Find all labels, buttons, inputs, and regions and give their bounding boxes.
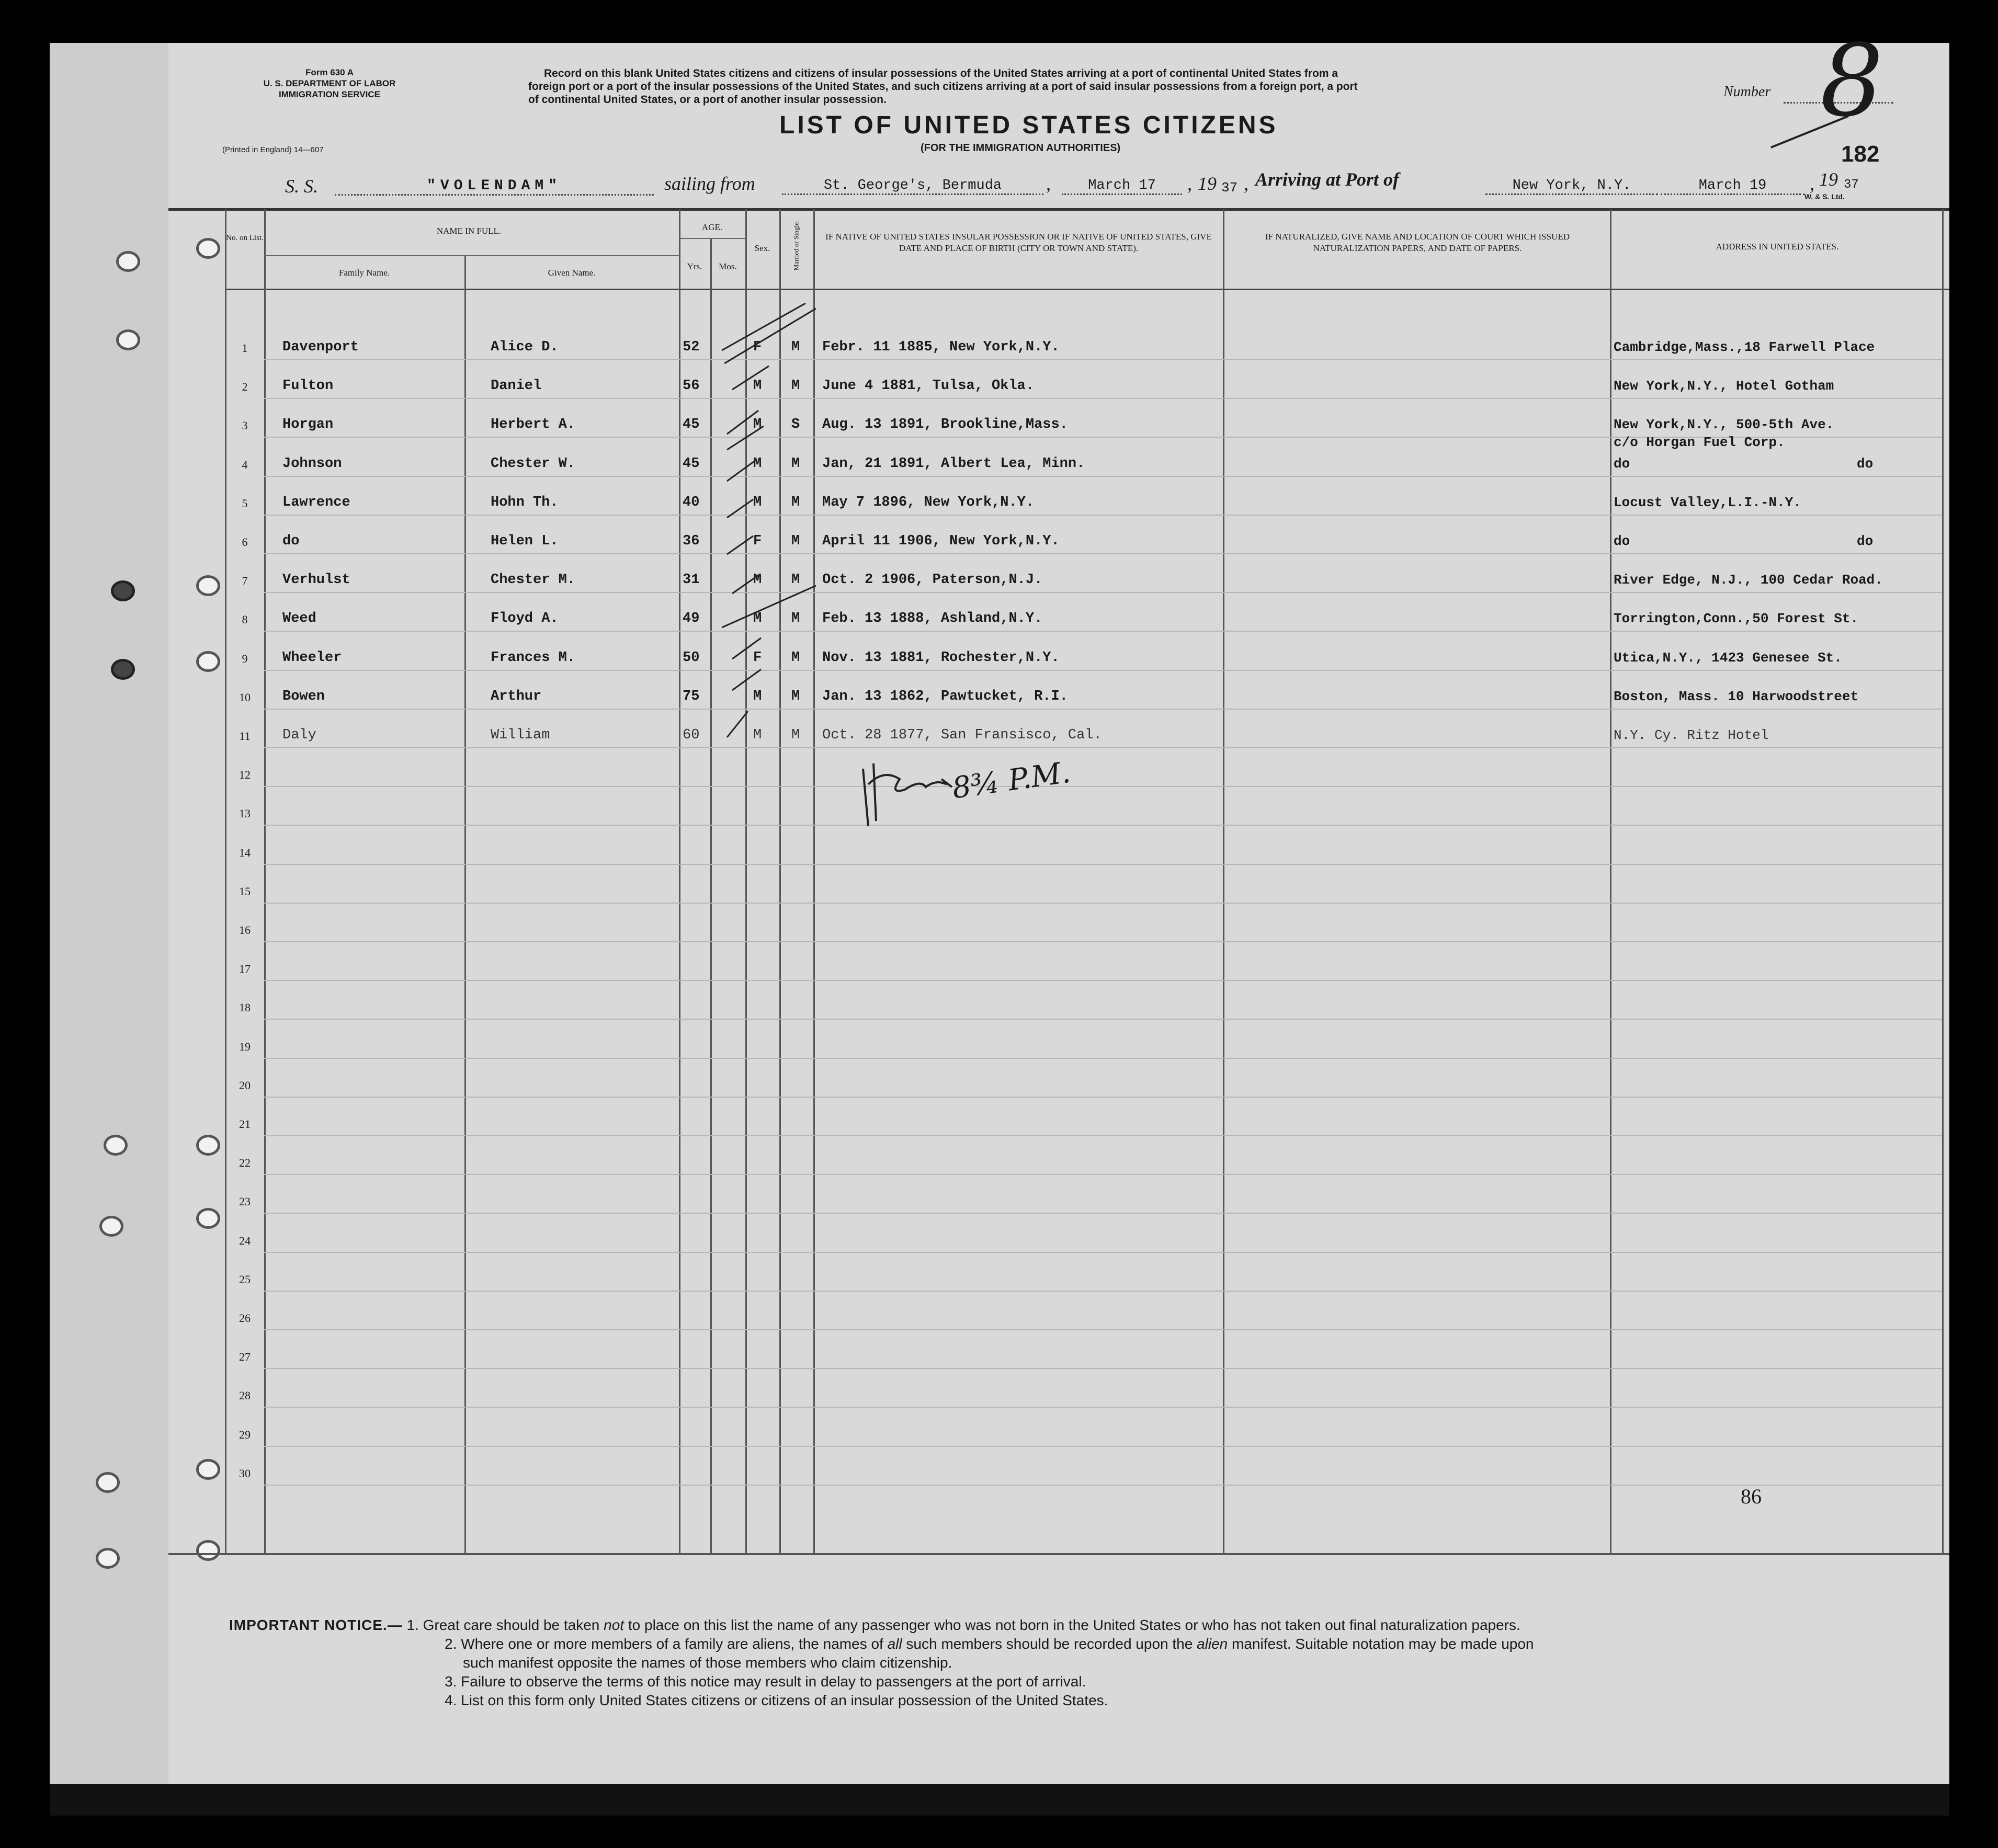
- sailing-from-label: sailing from: [664, 173, 755, 194]
- age-cell: 75: [683, 689, 700, 704]
- record-line: Record on this blank United States citizens and citizens of insular possessions of the United States arriving at a port of continental United States from a: [544, 67, 1338, 79]
- row-number: 5: [242, 497, 248, 510]
- row-rule: [264, 941, 1942, 942]
- page-number: 86: [1741, 1485, 1762, 1508]
- family-name-cell: Horgan: [282, 417, 334, 432]
- check-mark: [722, 303, 805, 350]
- row-rule: [264, 903, 1942, 904]
- given-name-cell: Hohn Th.: [491, 495, 559, 510]
- row-rule: [264, 1329, 1942, 1330]
- number-label: Number: [1723, 84, 1771, 100]
- birth-cell: June 4 1881, Tulsa, Okla.: [822, 378, 1035, 394]
- row-number: 6: [242, 535, 248, 549]
- row-number: 2: [242, 380, 248, 393]
- notice-text: manifest. Suitable notation may be made upon: [1228, 1636, 1534, 1652]
- record-line: foreign port or a port of the insular possessions of the United States, and such citizens arriving at a port of said insular possessions from a foreign port, a port: [528, 81, 1358, 93]
- notice-item: [445, 1672, 1086, 1691]
- row-number: 10: [239, 691, 251, 704]
- address-cell: New York,N.Y., 500-5th Ave.: [1614, 417, 1834, 432]
- header-divider: [679, 238, 746, 239]
- row-rule: [264, 1291, 1942, 1292]
- row-number: 12: [239, 768, 251, 781]
- department: U. S. DEPARTMENT OF LABOR: [263, 78, 396, 88]
- family-name-cell: Johnson: [282, 456, 342, 472]
- punch-hole: [111, 659, 135, 680]
- sex-cell: M: [753, 611, 762, 626]
- row-number: 14: [239, 846, 251, 859]
- binding-strip: [50, 43, 168, 1784]
- notice-text: Failure to observe the terms of this notice may result in delay to passengers at the port of arrival.: [461, 1673, 1086, 1690]
- row-number: 25: [239, 1273, 251, 1286]
- header-name-in-full: NAME IN FULL.: [436, 226, 502, 236]
- age-cell: 36: [683, 533, 700, 549]
- birth-cell: Aug. 13 1891, Brookline,Mass.: [822, 417, 1068, 432]
- family-name-cell: Daly: [282, 727, 316, 743]
- punch-hole: [196, 1459, 220, 1480]
- notice-heading: IMPORTANT NOTICE.—: [229, 1617, 403, 1633]
- notice-item: [445, 1635, 1946, 1653]
- sex-cell: M: [753, 495, 762, 510]
- row-rule: [264, 1407, 1942, 1408]
- row-rule: [264, 864, 1942, 865]
- birth-cell: Oct. 28 1877, San Fransisco, Cal.: [822, 727, 1102, 743]
- birth-cell: Febr. 11 1885, New York,N.Y.: [822, 339, 1060, 355]
- important-notice: [229, 1616, 1945, 1635]
- form-block: [220, 67, 439, 100]
- arrival-date-text: March 19: [1698, 178, 1767, 193]
- arrival-year: 37: [1844, 178, 1859, 192]
- arrival-port: [1485, 178, 1658, 195]
- sep: ,: [1810, 173, 1814, 194]
- sail-date: [1062, 178, 1182, 195]
- row-rule: [264, 476, 1942, 477]
- marital-status-cell: M: [791, 689, 800, 704]
- age-cell: 40: [683, 495, 700, 510]
- row-number: 16: [239, 923, 251, 937]
- row-number: 4: [242, 458, 248, 471]
- column-rule: [464, 256, 466, 1553]
- punch-hole: [116, 251, 140, 272]
- punch-hole: [96, 1472, 120, 1493]
- sex-cell: F: [753, 339, 762, 355]
- row-rule: [264, 980, 1942, 981]
- age-cell: 31: [683, 572, 700, 588]
- table-bottom-border: [168, 1553, 1949, 1555]
- printer-mark: W. & S. Ltd.: [1804, 192, 1845, 201]
- row-number: 28: [239, 1389, 251, 1402]
- notice-num: 4.: [445, 1692, 457, 1708]
- family-name-cell: do: [282, 533, 300, 549]
- row-number: 19: [239, 1040, 251, 1053]
- from-port-text: St. George's, Bermuda: [823, 178, 1002, 193]
- sex-cell: M: [753, 689, 762, 704]
- marital-status-cell: M: [791, 611, 800, 626]
- birth-cell: Oct. 2 1906, Paterson,N.J.: [822, 572, 1043, 588]
- row-rule: [264, 1446, 1942, 1447]
- family-name-cell: Fulton: [282, 378, 334, 394]
- row-rule: [264, 515, 1942, 516]
- birth-cell: April 11 1906, New York,N.Y.: [822, 533, 1060, 549]
- check-mark: [727, 536, 753, 554]
- sex-cell: M: [753, 727, 762, 743]
- year-prefix: 19: [1819, 169, 1838, 190]
- address-cell: Cambridge,Mass.,18 Farwell Place: [1614, 339, 1875, 355]
- sep: ,: [1046, 173, 1051, 194]
- notice-text: Where one or more members of a family are aliens, the names of: [461, 1636, 888, 1652]
- check-strokes: [722, 303, 816, 737]
- address-line2-cell: c/o Horgan Fuel Corp.: [1614, 435, 1785, 450]
- row-number: 11: [239, 729, 251, 743]
- row-number: 20: [239, 1079, 251, 1092]
- address-cell: do: [1614, 533, 1630, 549]
- address-ditto-cell: do: [1857, 533, 1874, 549]
- family-name-cell: Verhulst: [282, 572, 350, 588]
- notice-text: List on this form only United States citizens or citizens of an insular possession of the United States.: [461, 1692, 1108, 1708]
- row-rule: [264, 709, 1942, 710]
- service: IMMIGRATION SERVICE: [279, 89, 380, 99]
- marital-status-cell: M: [791, 650, 800, 666]
- age-cell: 49: [683, 611, 700, 626]
- row-rule: [264, 631, 1942, 632]
- punch-hole: [196, 1208, 220, 1229]
- age-cell: 45: [683, 456, 700, 472]
- manifest-sheet: [168, 43, 1949, 1784]
- ship-name-text: "VOLENDAM": [426, 178, 562, 194]
- handwritten-time: 8¾ P.M.: [950, 755, 1073, 806]
- row-number: 24: [239, 1234, 251, 1247]
- row-number: 29: [239, 1428, 251, 1441]
- check-mark: [727, 711, 748, 737]
- sex-cell: M: [753, 456, 762, 472]
- given-name-cell: Frances M.: [491, 650, 576, 666]
- address-ditto-cell: do: [1857, 456, 1874, 472]
- given-name-cell: Chester W.: [491, 456, 576, 472]
- header-yrs: Yrs.: [687, 261, 702, 271]
- header-family-name: Family Name.: [338, 268, 390, 278]
- punch-hole: [104, 1135, 128, 1156]
- row-number: 17: [239, 962, 251, 975]
- age-cell: 60: [683, 727, 700, 743]
- row-number: 3: [242, 419, 248, 432]
- row-rule: [264, 1097, 1942, 1098]
- check-mark: [724, 309, 816, 363]
- address-cell: Utica,N.Y., 1423 Genesee St.: [1614, 650, 1842, 666]
- given-name-cell: Herbert A.: [491, 417, 576, 432]
- row-rule: [264, 553, 1942, 554]
- notice-item: [445, 1691, 1108, 1710]
- given-name-cell: Arthur: [491, 689, 542, 704]
- header-address: ADDRESS IN UNITED STATES.: [1716, 242, 1839, 252]
- row-rule: [264, 359, 1942, 360]
- row-rule: [264, 1174, 1942, 1175]
- arrival-date: [1661, 178, 1804, 195]
- address-cell: do: [1614, 456, 1630, 472]
- family-name-cell: Bowen: [282, 689, 325, 704]
- given-name-cell: Floyd A.: [491, 611, 559, 626]
- check-mark: [732, 669, 761, 690]
- given-name-cell: Alice D.: [491, 339, 559, 355]
- column-rule: [1942, 209, 1944, 1554]
- notice-num: 2.: [445, 1636, 457, 1652]
- column-rule: [264, 209, 266, 1554]
- header-no-on-list: No. on List.: [226, 234, 264, 242]
- punch-hole: [196, 1540, 220, 1561]
- given-name-cell: William: [491, 727, 550, 743]
- marital-status-cell: M: [791, 456, 800, 472]
- sex-cell: M: [753, 572, 762, 588]
- row-number: 21: [239, 1117, 251, 1131]
- check-mark: [732, 366, 769, 390]
- table-top-border: [168, 208, 1949, 211]
- row-number: 27: [239, 1350, 251, 1363]
- family-name-cell: Weed: [282, 611, 316, 626]
- sex-cell: M: [753, 417, 762, 432]
- row-rule: [264, 592, 1942, 593]
- check-mark: [732, 638, 761, 659]
- notice-continuation: such manifest opposite the names of those members who claim citizenship.: [463, 1655, 952, 1671]
- row-rule: [264, 1135, 1942, 1136]
- row-rule: [264, 1213, 1942, 1214]
- sail-date-text: March 17: [1088, 178, 1156, 193]
- row-rule: [264, 1485, 1942, 1486]
- header-bottom-rule: [225, 289, 1949, 290]
- printed-note: (Printed in England) 14—607: [222, 145, 324, 154]
- birth-cell: Jan, 21 1891, Albert Lea, Minn.: [822, 456, 1085, 472]
- row-number: 15: [239, 885, 251, 898]
- punch-hole: [196, 575, 220, 596]
- notice-text: Great care should be taken: [423, 1617, 604, 1633]
- page-shadow: [50, 1784, 1949, 1816]
- given-name-cell: Chester M.: [491, 572, 576, 588]
- address-cell: New York,N.Y., Hotel Gotham: [1614, 378, 1834, 394]
- check-mark: [727, 499, 753, 518]
- header-naturalized: IF NATURALIZED, GIVE NAME AND LOCATION OF COURT WHICH ISSUED NATURALIZATION PAPERS, AND DATE OF PAPERS.: [1265, 232, 1570, 253]
- sex-cell: M: [753, 378, 762, 394]
- notice-text: to place on this list the name of any passenger who was not born in the United States or who has not taken out final naturalization papers.: [624, 1617, 1520, 1633]
- notice-emphasis: all: [887, 1636, 902, 1652]
- from-port: [782, 178, 1043, 195]
- row-rule: [264, 1368, 1942, 1369]
- birth-cell: Jan. 13 1862, Pawtucket, R.I.: [822, 689, 1068, 704]
- arriving-label: Arriving at Port of: [1255, 169, 1400, 190]
- address-cell: Torrington,Conn.,50 Forest St.: [1614, 611, 1859, 626]
- column-rule: [679, 209, 680, 1554]
- check-mark: [727, 460, 756, 481]
- age-cell: 56: [683, 378, 700, 394]
- notice-num: 3.: [445, 1673, 457, 1690]
- row-number: 8: [242, 613, 248, 626]
- number-value: 8: [1820, 23, 1883, 139]
- marital-status-cell: S: [791, 417, 800, 432]
- punch-hole: [196, 651, 220, 672]
- marital-status-cell: M: [791, 378, 800, 394]
- row-rule: [264, 747, 1942, 748]
- header-sex: Sex.: [754, 243, 770, 253]
- arrival-port-text: New York, N.Y.: [1512, 178, 1631, 193]
- address-cell: Boston, Mass. 10 Harwoodstreet: [1614, 689, 1859, 704]
- check-mark: [732, 575, 758, 594]
- row-rule: [264, 786, 1942, 787]
- sex-cell: F: [753, 533, 762, 549]
- notice-text: such members should be recorded upon the: [902, 1636, 1197, 1652]
- header-age: AGE.: [701, 222, 723, 232]
- check-mark: [722, 586, 816, 628]
- sail-year: 37: [1221, 180, 1238, 196]
- column-rule: [225, 209, 226, 1554]
- punch-hole: [96, 1548, 120, 1569]
- record-instruction: [528, 67, 1600, 106]
- column-rule: [1610, 209, 1611, 1554]
- age-cell: 45: [683, 417, 700, 432]
- row-rule: [264, 1252, 1942, 1253]
- row-number: 9: [242, 652, 248, 665]
- given-name-cell: Daniel: [491, 378, 542, 394]
- header-married-single: Married or Single.: [792, 220, 800, 271]
- row-number: 26: [239, 1311, 251, 1325]
- row-number: 30: [239, 1467, 251, 1480]
- address-cell: Locust Valley,L.I.-N.Y.: [1614, 495, 1801, 510]
- marital-status-cell: M: [791, 495, 800, 510]
- family-name-cell: Wheeler: [282, 650, 342, 666]
- row-number: 1: [242, 341, 248, 355]
- header-divider: [264, 255, 680, 256]
- row-number: 22: [239, 1156, 251, 1169]
- address-cell: N.Y. Cy. Ritz Hotel: [1614, 727, 1769, 743]
- row-rule: [264, 1058, 1942, 1059]
- stamp-number: 182: [1841, 141, 1880, 167]
- marital-status-cell: M: [791, 727, 800, 743]
- row-number: 23: [239, 1195, 251, 1208]
- family-name-cell: Davenport: [282, 339, 359, 355]
- row-number: 18: [239, 1001, 251, 1014]
- sep: ,: [1244, 173, 1248, 194]
- punch-hole: [99, 1216, 123, 1237]
- form-number: Form 630 A: [305, 67, 354, 77]
- age-cell: 52: [683, 339, 700, 355]
- header-given-name: Given Name.: [548, 268, 596, 278]
- marital-status-cell: M: [791, 339, 800, 355]
- birth-cell: Nov. 13 1881, Rochester,N.Y.: [822, 650, 1060, 666]
- sex-cell: F: [753, 650, 762, 666]
- punch-hole: [196, 238, 220, 259]
- marital-status-cell: M: [791, 533, 800, 549]
- address-cell: River Edge, N.J., 100 Cedar Road.: [1614, 572, 1883, 588]
- row-rule: [264, 398, 1942, 399]
- header-birth: IF NATIVE OF UNITED STATES INSULAR POSSESSION OR IF NATIVE OF UNITED STATES, GIVE DATE AND PLACE OF BIRTH (CITY OR TOWN AND STATE).: [825, 232, 1212, 253]
- header-mos: Mos.: [719, 261, 737, 271]
- page-subtitle: (FOR THE IMMIGRATION AUTHORITIES): [921, 142, 1121, 154]
- age-cell: 50: [683, 650, 700, 666]
- row-number: 13: [239, 807, 251, 820]
- check-marks: [711, 293, 826, 743]
- punch-hole: [196, 1135, 220, 1156]
- row-rule: [264, 825, 1942, 826]
- punch-hole: [111, 580, 135, 601]
- notice-emphasis: alien: [1197, 1636, 1228, 1652]
- given-name-cell: Helen L.: [491, 533, 559, 549]
- row-rule: [264, 1019, 1942, 1020]
- notice-num: 1.: [406, 1617, 419, 1633]
- notice-item: [406, 1617, 1520, 1633]
- year-prefix: 19: [1198, 173, 1217, 194]
- notice-emphasis: not: [604, 1617, 625, 1633]
- ss-label: S. S.: [285, 176, 318, 197]
- row-rule: [264, 670, 1942, 671]
- column-rule: [1223, 209, 1224, 1554]
- initials-stroke: [863, 763, 952, 826]
- check-mark: [727, 410, 758, 434]
- birth-cell: Feb. 13 1888, Ashland,N.Y.: [822, 611, 1043, 626]
- punch-hole: [116, 329, 140, 350]
- family-name-cell: Lawrence: [282, 495, 350, 510]
- row-number: 7: [242, 574, 248, 587]
- birth-cell: May 7 1896, New York,N.Y.: [822, 495, 1035, 510]
- sep: ,: [1187, 173, 1192, 194]
- record-line: of continental United States, or a port of another insular possession.: [528, 94, 887, 106]
- marital-status-cell: M: [791, 572, 800, 588]
- ship-name: [335, 178, 654, 196]
- page-title: LIST OF UNITED STATES CITIZENS: [779, 111, 1278, 139]
